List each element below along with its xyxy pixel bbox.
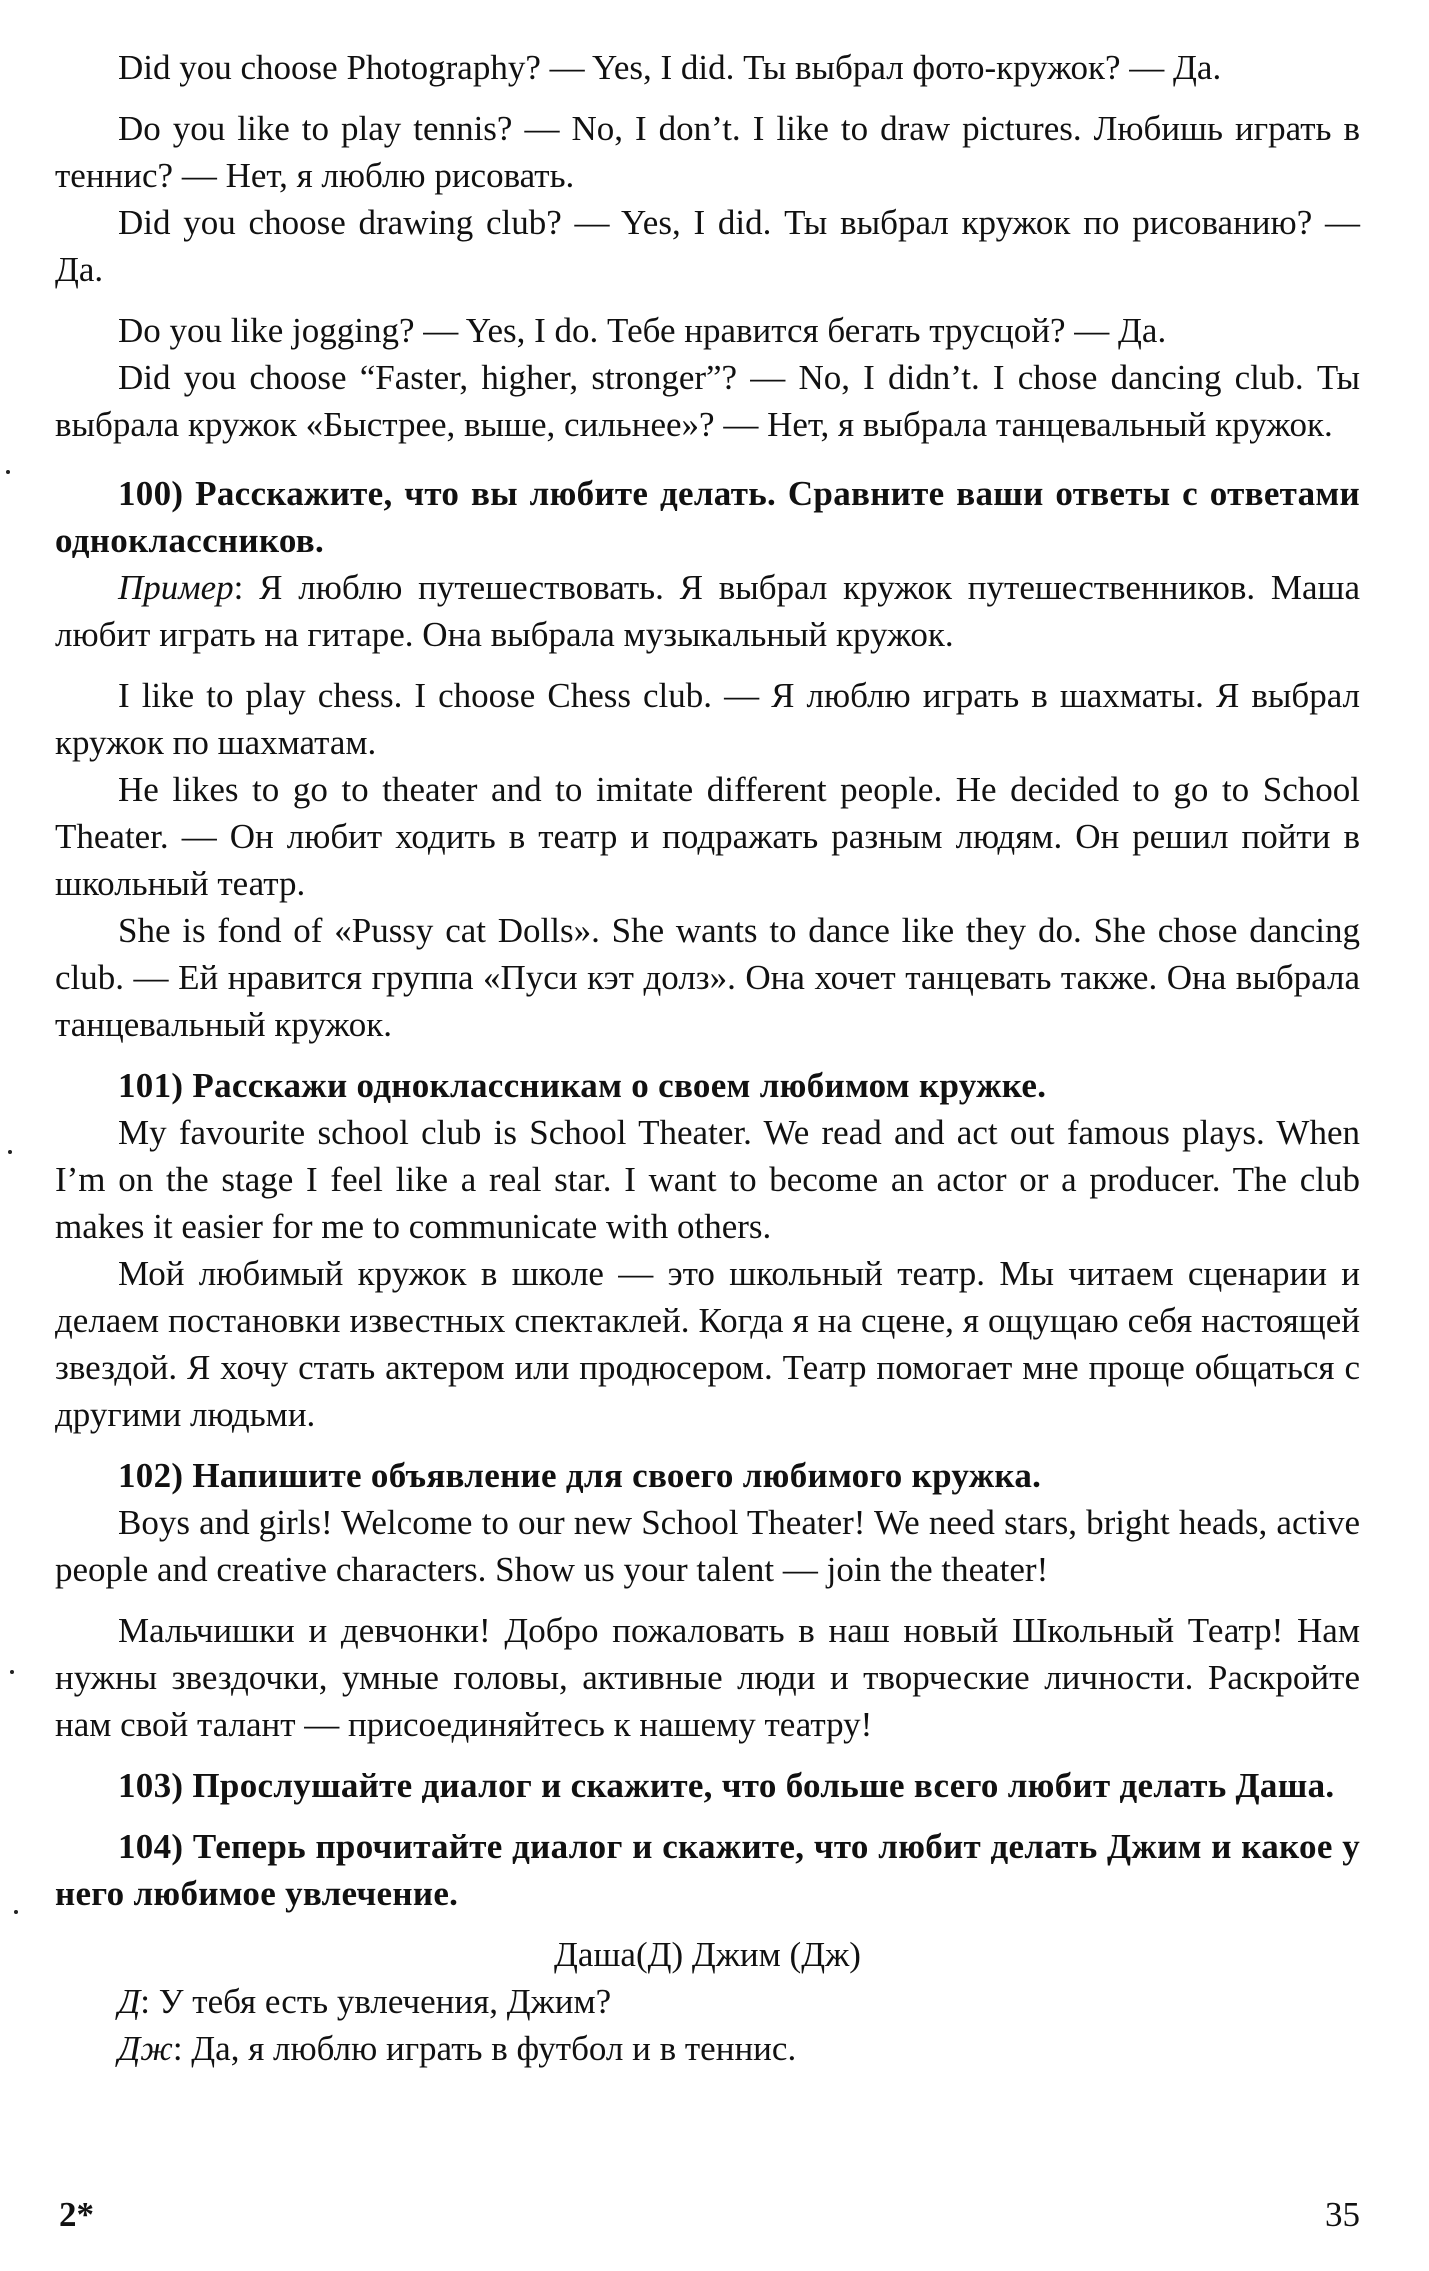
paragraph-drawing-club: Did you choose drawing club? — Yes, I did. Ты выбрал кружок по рисованию? — Да. (55, 203, 1360, 289)
dialog-heading: Даша(Д) Джим (Дж) (554, 1935, 861, 1974)
scan-speck (6, 470, 10, 474)
page-footer (55, 2190, 1360, 2240)
page-number: 35 (1325, 2195, 1360, 2234)
example-text: : Я люблю путешествовать. Я выбрал кружок путешественников. Маша любит играть на гитаре. Она выбрала музыкальный кружок. (55, 568, 1360, 654)
task-100-heading: 100) Расскажите, что вы любите делать. Сравните ваши ответы с ответами одноклассников. (55, 474, 1360, 560)
scan-speck (14, 1910, 18, 1914)
paragraph-pussy-cat-dolls: She is fond of «Pussy cat Dolls». She wants to dance like they do. She chose dancing club. — Ей нравится группа «Пуси кэт долз». Она хочет танцевать также. Она выбрала танцевальный кружок. (55, 911, 1360, 1044)
scan-speck (8, 1150, 12, 1154)
signature-mark: 2* (59, 2195, 94, 2234)
task-104-heading: 104) Теперь прочитайте диалог и скажите, что любит делать Джим и какое у него любимое увлечение. (55, 1827, 1360, 1913)
task-103-heading: 103) Прослушайте диалог и скажите, что больше всего любит делать Даша. (118, 1766, 1335, 1805)
paragraph-photography: Did you choose Photography? — Yes, I did. Ты выбрал фото-кружок? — Да. (118, 48, 1222, 87)
paragraph-favourite-club-en: My favourite school club is School Theater. We read and act out famous plays. When I’m on the stage I feel like a real star. I want to become an actor or a producer. The club makes it easier for me to communicate with others. (55, 1113, 1360, 1246)
dialog-text-1: : У тебя есть увлечения, Джим? (140, 1982, 612, 2021)
example-label: Пример (118, 568, 234, 607)
dialog-speaker-2: Дж (118, 2029, 173, 2068)
dialog-text-2: : Да, я люблю играть в футбол и в теннис. (172, 2029, 797, 2068)
task-102-heading: 102) Напишите объявление для своего любимого кружка. (118, 1456, 1042, 1495)
dialog-line-2 (55, 2025, 1360, 2072)
dialog-speaker-1: Д (118, 1982, 141, 2021)
paragraph-announcement-en: Boys and girls! Welcome to our new School Theater! We need stars, bright heads, active people and creative characters. Show us your talent — join the theater! (55, 1503, 1360, 1589)
paragraph-dancing-club: Did you choose “Faster, higher, stronger”? — No, I didn’t. I chose dancing club. Ты выбрала кружок «Быстрее, выше, сильнее»? — Нет, я выбрала танцевальный кружок. (55, 358, 1360, 444)
dialog-line-1 (55, 1978, 1360, 2025)
paragraph-announcement-ru: Мальчишки и девчонки! Добро пожаловать в наш новый Школьный Театр! Нам нужны звездочки, умные головы, активные люди и творческие личности. Раскройте нам свой талант — присоединяйтесь к нашему театру! (55, 1611, 1360, 1744)
paragraph-favourite-club-ru: Мой любимый кружок в школе — это школьный театр. Мы читаем сценарии и делаем постановки известных спектаклей. Когда я на сцене, я ощущаю себя настоящей звездой. Я хочу стать актером или продюсером. Театр помогает мне проще общаться с другими людьми. (55, 1254, 1360, 1434)
task-101-heading: 101) Расскажи одноклассникам о своем любимом кружке. (118, 1066, 1047, 1105)
paragraph-example (55, 564, 1360, 658)
paragraph-tennis: Do you like to play tennis? — No, I don’t. I like to draw pictures. Любишь играть в теннис? — Нет, я люблю рисовать. (55, 109, 1360, 195)
paragraph-theater: He likes to go to theater and to imitate different people. He decided to go to School Theater. — Он любит ходить в театр и подражать разным людям. Он решил пойти в школьный театр. (55, 770, 1360, 903)
paragraph-chess: I like to play chess. I choose Chess club. — Я люблю играть в шахматы. Я выбрал кружок по шахматам. (55, 676, 1360, 762)
paragraph-jogging: Do you like jogging? — Yes, I do. Тебе нравится бегать трусцой? — Да. (118, 311, 1167, 350)
scan-speck (10, 1670, 14, 1674)
page-body (55, 44, 1360, 2072)
